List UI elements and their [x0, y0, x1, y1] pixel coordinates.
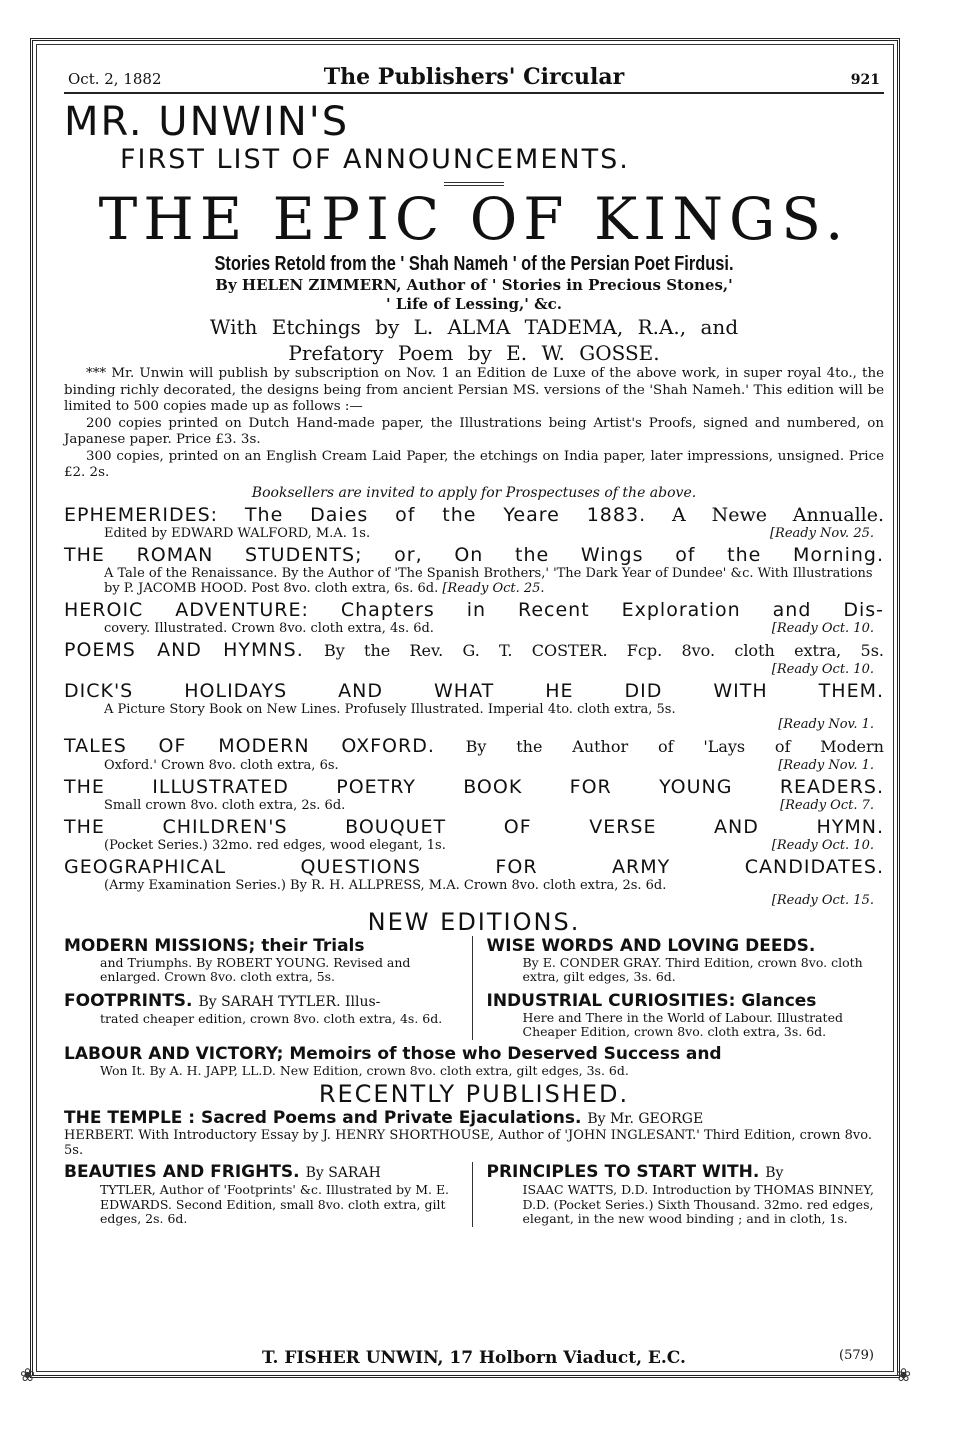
announcement-item: [64, 504, 884, 541]
recent-right: [473, 1162, 885, 1227]
recent-desc: ISAAC WATTS, D.D. Introduction by THOMAS BINNEY, D.D. (Pocket Series.) Sixth Thousand. 32mo. red edges, elegant, in the new wood binding ; and in cloth, 1s.: [522, 1182, 874, 1226]
edition-desc: and Triumphs. By ROBERT YOUNG. Revised and enlarged. Crown 8vo. cloth extra, 5s.: [100, 954, 411, 984]
edition-title: FOOTPRINTS. By SARAH TYTLER. Illus-: [64, 990, 381, 1011]
feature-subtitle: Stories Retold from the ' Shah Nameh ' of the Persian Poet Firdusi.: [214, 253, 734, 275]
recent-title: THE TEMPLE : Sacred Poems and Private Ejaculations. By Mr. GEORGE: [64, 1108, 704, 1128]
running-header: [64, 62, 884, 94]
ready-date: [Ready Oct. 10.: [771, 620, 874, 636]
announcement-title: THE ROMAN STUDENTS; or, On the Wings of the Morning.: [64, 543, 884, 566]
feature-etchings-line: With Etchings by L. ALMA TADEMA, R.A., and: [209, 315, 739, 339]
announcement-title: TALES OF MODERN OXFORD. By the Author of 'Lays of Modern: [64, 734, 884, 757]
announcement-desc: Edited by EDWARD WALFORD, M.A. 1s. [Ready Nov. 25.: [104, 525, 874, 541]
edition-desc: By E. CONDER GRAY. Third Edition, crown 8vo. cloth extra, gilt edges, 3s. 6d.: [522, 954, 863, 984]
header-page-number: 921: [850, 72, 880, 88]
announcement-title: EPHEMERIDES: The Daies of the Yeare 1883. A Newe Annualle.: [64, 503, 885, 526]
announcement-title: THE ILLUSTRATED POETRY BOOK FOR YOUNG READERS.: [64, 775, 884, 798]
ready-date: [Ready Nov. 1.: [778, 757, 874, 773]
recent-desc: TYTLER, Author of 'Footprints' &c. Illustrated by M. E. EDWARDS. Second Edition, small 8vo. cloth extra, gilt edges, 2s. 6d.: [100, 1182, 450, 1226]
announcement-desc: A Tale of the Renaissance. By the Author of 'The Spanish Brothers,' 'The Dark Year of Dundee' &c. With Illustrations by P. JACOMB HOOD. Post 8vo. cloth extra, 6s. 6d. [Ready Oct. 25.: [104, 565, 873, 596]
corner-ornament-icon: ❀: [20, 1365, 36, 1386]
ready-date: [Ready Oct. 25.: [442, 580, 545, 596]
announcement-desc: (Army Examination Series.) By R. H. ALLPRESS, M.A. Crown 8vo. cloth extra, 2s. 6d.: [104, 877, 667, 893]
feature-paragraph: *** Mr. Unwin will publish by subscription on Nov. 1 an Edition de Luxe of the above work, in super royal 4to., the binding richly decorated, the designs being from ancient Persian MS. versions of the 'Shah Nameh.' This edition will be limited to 500 copies made up as follows :—: [64, 366, 884, 414]
edition-desc-full: Won It. By A. H. JAPP, LL.D. New Edition, crown 8vo. cloth extra, gilt edges, 3s. 6d.: [100, 1062, 629, 1078]
recent-desc: HERBERT. With Introductory Essay by J. HENRY SHORTHOUSE, Author of 'JOHN INGLESANT.' Third Edition, crown 8vo. 5s.: [64, 1128, 872, 1158]
new-editions-left: [64, 936, 473, 1040]
header-date: Oct. 2, 1882: [68, 70, 162, 88]
publisher-footer: [64, 1348, 884, 1368]
ready-date: [Ready Oct. 10.: [771, 837, 874, 853]
announcement-item: [64, 599, 884, 636]
feature-paragraph: 200 copies printed on Dutch Hand-made paper, the Illustrations being Artist's Proofs, signed and numbered, on Japanese paper. Price £3. 3s.: [64, 415, 884, 447]
feature-details: [64, 366, 884, 482]
announcement-desc: (Pocket Series.) 32mo. red edges, wood elegant, 1s. [Ready Oct. 10.: [104, 837, 874, 853]
announcement-list: [64, 504, 884, 908]
new-editions-right: [473, 936, 885, 1040]
new-editions-columns: [64, 936, 884, 1040]
section-heading-new-editions: NEW EDITIONS.: [367, 907, 581, 936]
feature-etchings-line: Prefatory Poem by E. W. GOSSE.: [288, 341, 660, 365]
announcement-item: [64, 680, 884, 732]
edition-title: WISE WORDS AND LOVING DEEDS.: [486, 935, 816, 956]
feature-paragraph: 300 copies, printed on an English Cream Laid Paper, the etchings on India paper, later impressions, unsigned. Price £2. 2s.: [64, 448, 884, 480]
ready-date: [Ready Oct. 15.: [771, 892, 874, 908]
announcement-title: HEROIC ADVENTURE: Chapters in Recent Exploration and Dis-: [64, 598, 884, 621]
section-heading-recently-published: RECENTLY PUBLISHED.: [318, 1080, 630, 1108]
feature-title: THE EPIC OF KINGS.: [98, 185, 850, 253]
page-content: [64, 62, 884, 1372]
edition-title-full: LABOUR AND VICTORY; Memoirs of those who Deserved Success and: [64, 1043, 722, 1064]
recent-left: [64, 1162, 473, 1227]
ready-date: [Ready Oct. 10.: [771, 661, 874, 677]
edition-title: MODERN MISSIONS; their Trials: [64, 935, 365, 956]
recent-columns: [64, 1162, 884, 1227]
headline-announcements: FIRST LIST OF ANNOUNCEMENTS.: [120, 144, 630, 175]
feature-invite: Booksellers are invited to apply for Prospectuses of the above.: [251, 484, 697, 501]
recent-title: BEAUTIES AND FRIGHTS. By SARAH: [64, 1162, 381, 1182]
edition-title: INDUSTRIAL CURIOSITIES: Glances: [486, 990, 817, 1011]
announcement-item: [64, 735, 884, 773]
announcement-item: [64, 776, 884, 813]
edition-desc: trated cheaper edition, crown 8vo. cloth extra, 4s. 6d.: [100, 1010, 443, 1026]
footer-code: (579): [839, 1348, 874, 1363]
publisher-address: T. FISHER UNWIN, 17 Holborn Viaduct, E.C.: [262, 1348, 686, 1368]
ready-date: [Ready Oct. 7.: [780, 797, 874, 813]
edition-desc: Here and There in the World of Labour. Illustrated Cheaper Edition, crown 8vo. cloth extra, 3s. 6d.: [522, 1009, 843, 1039]
header-title: The Publishers' Circular: [323, 64, 625, 90]
announcement-desc: covery. Illustrated. Crown 8vo. cloth extra, 4s. 6d. [Ready Oct. 10.: [104, 620, 874, 636]
ready-date: [Ready Nov. 1.: [778, 716, 874, 732]
announcement-item: [64, 816, 884, 853]
announcement-desc: A Picture Story Book on New Lines. Profusely Illustrated. Imperial 4to. cloth extra, 5s.: [104, 701, 676, 717]
announcement-item: [64, 544, 884, 596]
announcement-title: POEMS AND HYMNS. By the Rev. G. T. COSTER. Fcp. 8vo. cloth extra, 5s.: [64, 638, 884, 661]
announcement-title: DICK'S HOLIDAYS AND WHAT HE DID WITH THEM.: [64, 679, 884, 702]
announcement-desc: Small crown 8vo. cloth extra, 2s. 6d. [Ready Oct. 7.: [104, 797, 874, 813]
corner-ornament-icon: ❀: [896, 1365, 912, 1386]
recent-title: PRINCIPLES TO START WITH. By: [486, 1162, 784, 1182]
ready-date: [Ready Nov. 25.: [769, 525, 874, 541]
announcement-title: THE CHILDREN'S BOUQUET OF VERSE AND HYMN.: [64, 815, 884, 838]
announcement-desc: Oxford.' Crown 8vo. cloth extra, 6s. [Ready Nov. 1.: [104, 757, 874, 773]
feature-author-line: By HELEN ZIMMERN, Author of ' Stories in Precious Stones,': [215, 276, 733, 294]
announcement-title: GEOGRAPHICAL QUESTIONS FOR ARMY CANDIDATES.: [64, 855, 884, 878]
feature-author-line: ' Life of Lessing,' &c.: [386, 295, 562, 313]
announcement-item: [64, 639, 884, 677]
announcement-item: [64, 856, 884, 908]
headline-publisher: MR. UNWIN'S: [64, 99, 350, 145]
